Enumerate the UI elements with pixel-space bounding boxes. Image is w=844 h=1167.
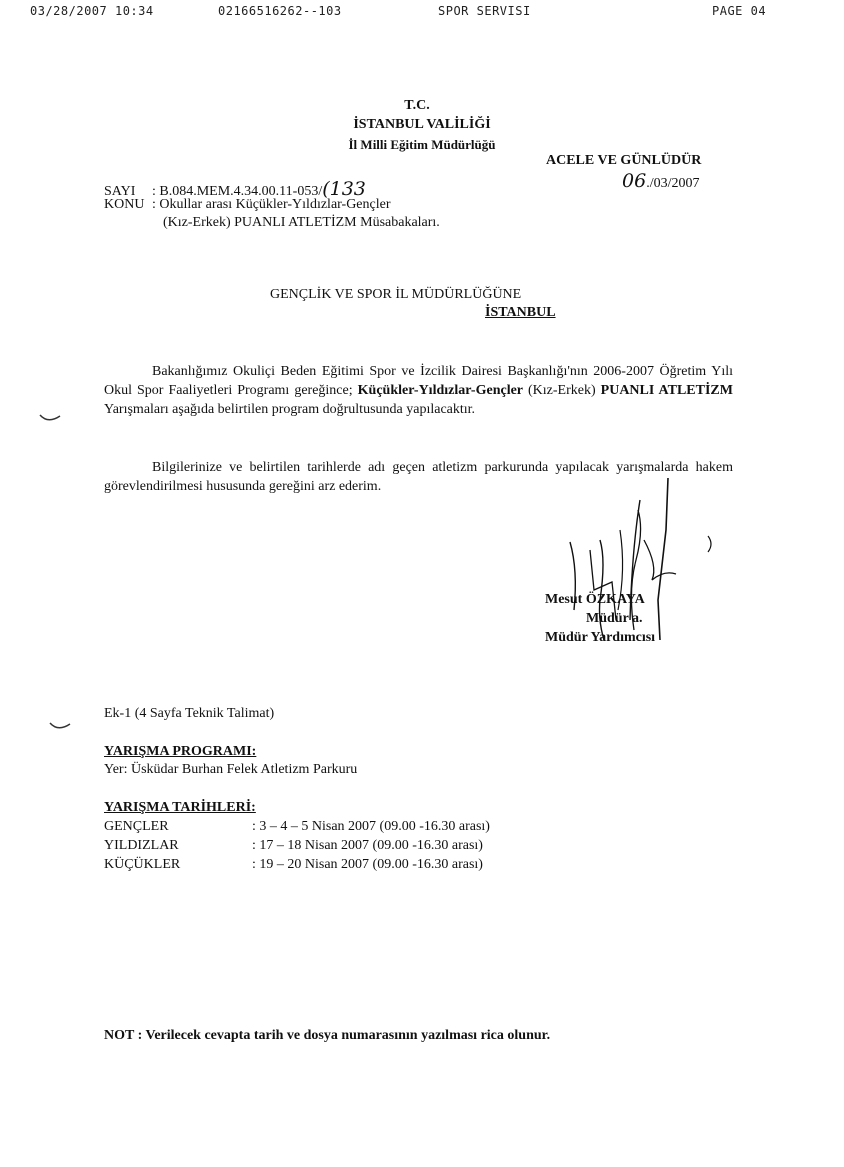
- sayi-label: SAYI: [104, 184, 136, 199]
- sayi-value: : B.084.MEM.4.34.00.11-053/: [152, 184, 323, 199]
- dates-table: [104, 819, 704, 876]
- konu-label: KONU: [104, 197, 145, 212]
- dates-value: : 19 – 20 Nisan 2007 (09.00 -16.30 arası): [252, 857, 483, 872]
- punch-mark-icon: [38, 412, 62, 426]
- addressee-line1: GENÇLİK VE SPOR İL MÜDÜRLÜĞÜNE: [270, 287, 522, 302]
- body-paragraph-1: Bakanlığımız Okuliçi Beden Eğitimi Spor ve İzcilik Dairesi Başkanlığı'nın 2006-2007 Öğretim Yılı Okul Spor Faaliyetleri Programı gereğince; Küçükler-Yıldızlar-Gençler (Kız-Erkek) PUANLI ATLETİZM Yarışmaları aşağıda belirtilen program doğrultusunda yapılacaktır.: [104, 364, 733, 417]
- printed-date: ./03/2007: [646, 176, 700, 191]
- fax-datetime: 03/28/2007 10:34: [30, 4, 154, 18]
- sayi-handwritten: (133: [322, 178, 366, 200]
- handwritten-day: 06: [622, 170, 647, 192]
- punch-mark-icon: [48, 720, 72, 734]
- addressee-line2: İSTANBUL: [485, 305, 556, 320]
- signatory-name: Mesut ÖZKAYA: [545, 592, 645, 607]
- body-paragraph-2: Bilgilerinize ve belirtilen tarihlerde adı geçen atletizm parkurunda yapılacak yarışmalarda hakem görevlendirilmesi hususunda gereğini arz ederim.: [104, 460, 733, 494]
- signatory-title1: Müdür a.: [586, 611, 643, 626]
- attachment-note: Ek-1 (4 Sayfa Teknik Talimat): [104, 706, 275, 721]
- footer-note: NOT : Verilecek cevapta tarih ve dosya numarasının yazılması rica olunur.: [104, 1028, 551, 1043]
- fax-number: 02166516262--103: [218, 4, 342, 18]
- fax-sender: SPOR SERVISI: [438, 4, 531, 18]
- urgent-label: ACELE VE GÜNLÜDÜR: [546, 153, 702, 168]
- dates-heading: YARIŞMA TARİHLERİ:: [104, 800, 256, 815]
- dates-category: KÜÇÜKLER: [104, 857, 181, 872]
- dates-value: : 3 – 4 – 5 Nisan 2007 (09.00 -16.30 arası): [252, 819, 490, 834]
- signatory-title2: Müdür Yardımcısı: [545, 630, 656, 645]
- program-place: Yer: Üsküdar Burhan Felek Atletizm Parkuru: [104, 762, 358, 777]
- konu-line2: (Kız-Erkek) PUANLI ATLETİZM Müsabakaları.: [163, 215, 440, 230]
- dates-value: : 17 – 18 Nisan 2007 (09.00 -16.30 arası): [252, 838, 483, 853]
- dates-row: [104, 857, 704, 876]
- konu-line1: KONU : Okullar arası Küçükler-Yıldızlar-Gençler: [104, 197, 391, 212]
- program-heading: YARIŞMA PROGRAMI:: [104, 744, 257, 759]
- fax-page: PAGE 04: [712, 4, 767, 18]
- dates-row: [104, 819, 704, 838]
- letterhead-line1: T.C.: [404, 98, 430, 113]
- dates-row: [104, 838, 704, 857]
- dates-category: YILDIZLAR: [104, 838, 179, 853]
- dates-category: GENÇLER: [104, 819, 169, 834]
- document-date: [622, 170, 699, 192]
- letterhead-line2: İSTANBUL VALİLİĞİ: [353, 117, 491, 132]
- letterhead-line3: İl Milli Eğitim Müdürlüğü: [348, 137, 496, 152]
